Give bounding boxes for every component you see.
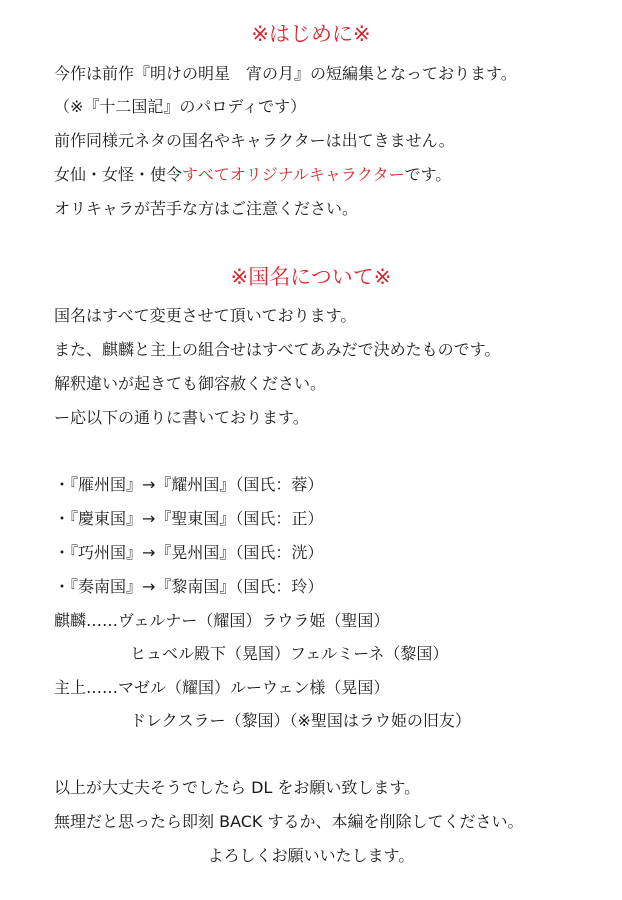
closing-line-1: 以上が大丈夫そうでしたら DL をお願い致します。 xyxy=(54,778,421,797)
country-names-heading: ※国名について※ xyxy=(230,265,392,289)
shujo-line-2: ドレクスラー（黎国）（※聖国はラウ姫の旧友） xyxy=(130,711,471,730)
names-line-1: 国名はすべて変更させて頂いております。 xyxy=(54,306,357,325)
intro-line-4 xyxy=(54,164,451,186)
intro-line-5: オリキャラが苦手な方はご注意ください。 xyxy=(54,199,359,218)
closing-line-2: 無理だと思ったら即刻 BACK するか、本編を削除してください。 xyxy=(54,812,524,831)
intro-line-3: 前作同様元ネタの国名やキャラクターは出てきません。 xyxy=(54,131,455,150)
country-item-1: ・『雁州国』→『耀州国』（国氏：蓉） xyxy=(54,475,324,494)
shujo-line-1: 主上……マゼル（耀国）ルーウェン様（晃国） xyxy=(54,678,390,697)
names-line-2: また、麒麟と主上の組合せはすべてあみだで決めたものです。 xyxy=(54,340,501,359)
intro-line-4-after: です。 xyxy=(404,165,452,184)
closing-line-3: よろしくお願いいたします。 xyxy=(207,846,415,865)
country-item-3: ・『巧州国』→『晃州国』（国氏：洸） xyxy=(54,543,324,562)
intro-line-2: （※『十二国記』のパロディです） xyxy=(54,97,307,116)
names-line-3: 解釈違いが起きても御容赦ください。 xyxy=(54,374,327,393)
country-item-2: ・『慶東国』→『聖東国』（国氏：正） xyxy=(54,509,324,528)
intro-line-1: 今作は前作『明けの明星 宵の月』の短編集となっております。 xyxy=(54,64,517,83)
names-line-4: ー応以下の通りに書いております。 xyxy=(54,408,309,427)
intro-line-4-before: 女仙・女怪・使令 xyxy=(54,165,183,184)
kirin-line-2: ヒュベル殿下（晃国）フェルミーネ（黎国） xyxy=(130,644,449,663)
country-item-4: ・『奏南国』→『黎南国』（国氏：玲） xyxy=(54,577,324,596)
kirin-line-1: 麒麟……ヴェルナー（耀国）ラウラ姫（聖国） xyxy=(54,611,390,630)
original-characters-highlight: すべてオリジナルキャラクター xyxy=(182,165,405,184)
intro-heading: ※はじめに※ xyxy=(251,22,371,46)
